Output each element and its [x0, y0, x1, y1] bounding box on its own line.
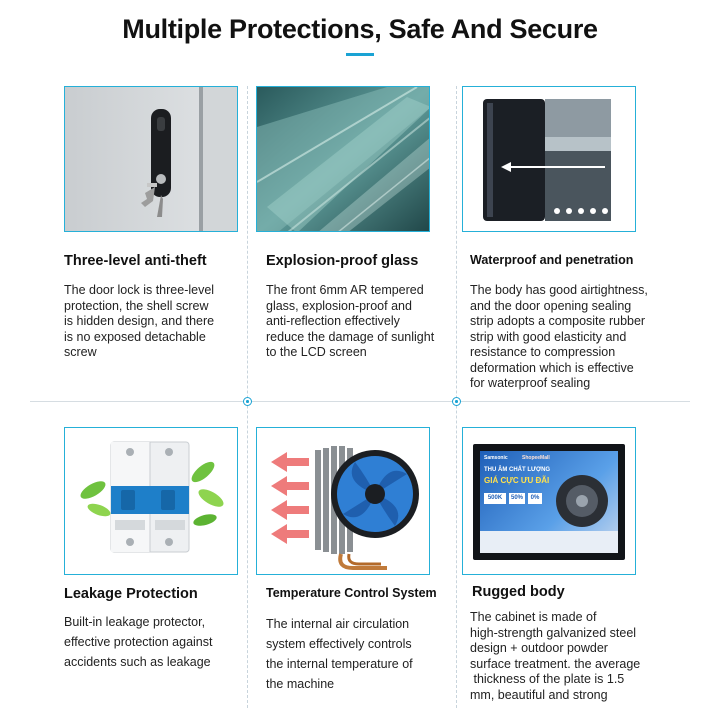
door-seal-photo-icon — [463, 87, 636, 232]
card-desc-waterproof: The body has good airtightness, and the door opening sealing strip adopts a composite rubber strip with good elasticity and resistance to compression deformation which is effective for waterproof sealing — [470, 283, 648, 390]
card-image-glass — [256, 86, 430, 232]
card-title-anti-theft: Three-level anti-theft — [64, 253, 207, 269]
card-image-waterproof — [462, 86, 636, 232]
card-title-waterproof: Waterproof and penetration — [470, 253, 634, 267]
ad-voucher-2: 50% — [509, 493, 525, 504]
card-image-rugged — [462, 427, 636, 575]
divider-line — [30, 401, 690, 402]
card-title-temperature: Temperature Control System — [266, 586, 437, 600]
card-image-breaker — [64, 427, 238, 575]
ad-brand-left: Samsonic — [484, 455, 508, 461]
door-lock-photo-icon — [65, 87, 238, 232]
ad-voucher-1: 500K — [484, 493, 506, 504]
card-title-leakage: Leakage Protection — [64, 586, 198, 602]
ad-product-strip — [480, 531, 618, 553]
title-underline — [346, 53, 374, 56]
cooling-fan-photo-icon — [257, 428, 430, 575]
card-title-glass: Explosion-proof glass — [266, 253, 419, 269]
card-image-cooling — [256, 427, 430, 575]
divider-dot-right — [452, 397, 461, 406]
page-title: Multiple Protections, Safe And Secure — [122, 14, 598, 44]
ad-brand-right: ShopeeMall — [522, 455, 550, 461]
card-desc-anti-theft: The door lock is three-level protection, the shell screw is hidden design, and there is no exposed detachable screw — [64, 283, 215, 359]
display-screen-photo-icon — [480, 451, 618, 553]
card-desc-rugged: The cabinet is made of high-strength galvanized steel design + outdoor powder surface treatment. the average thickness of the plate is 1.5 mm, beautiful and strong — [470, 610, 641, 702]
divider-dot-left — [243, 397, 252, 406]
ad-headline-2: GIÁ CỰC ƯU ĐÃI — [484, 476, 550, 485]
speaker-product-icon — [550, 469, 614, 533]
tempered-glass-photo-icon — [257, 87, 430, 232]
card-title-rugged: Rugged body — [472, 584, 565, 600]
card-desc-leakage: Built-in leakage protector, effective protection against accidents such as leakage — [64, 615, 213, 669]
card-desc-glass: The front 6mm AR tempered glass, explosion-proof and anti-reflection effectively reduce the damage of sunlight to the LCD screen — [266, 283, 435, 359]
circuit-breaker-photo-icon — [65, 428, 238, 575]
card-desc-temperature: The internal air circulation system effectively controls the internal temperature of the machine — [266, 617, 413, 691]
display-bezel — [473, 444, 625, 560]
ad-headline-1: THU ÂM CHẤT LƯỢNG — [484, 467, 551, 473]
ad-voucher-3: 0% — [528, 493, 542, 504]
card-image-door-lock — [64, 86, 238, 232]
